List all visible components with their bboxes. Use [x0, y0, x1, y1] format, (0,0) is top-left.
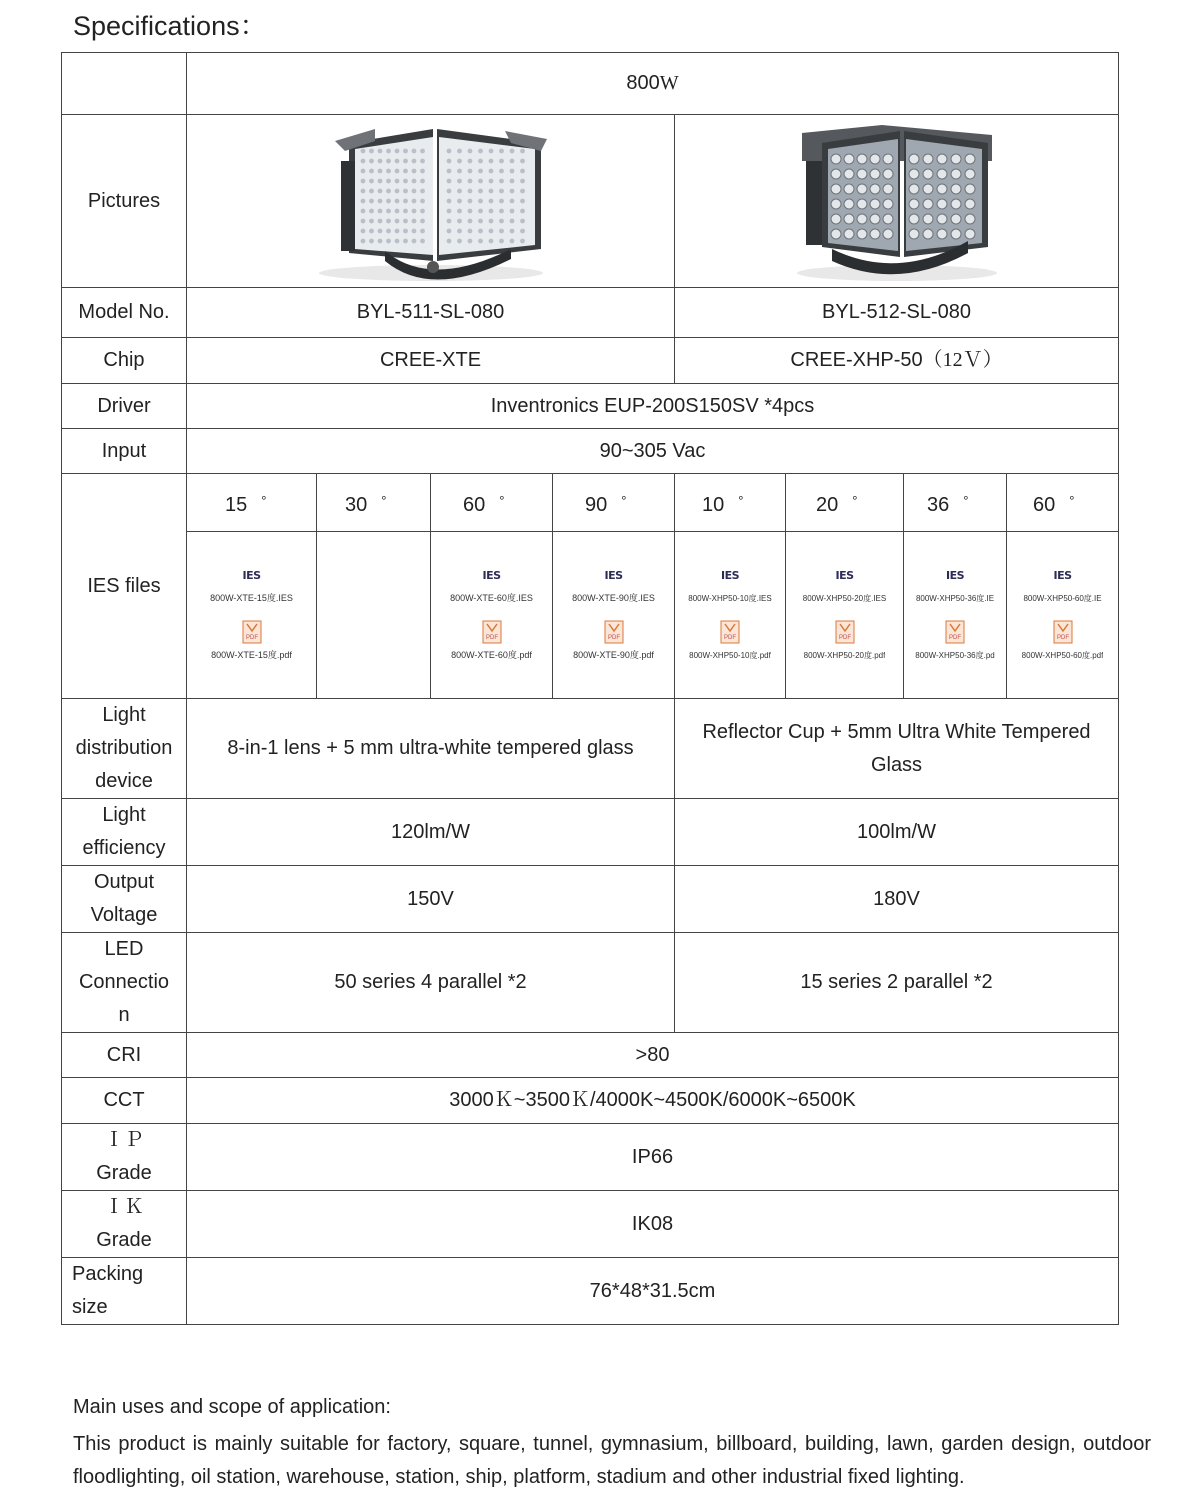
pdf-file-icon[interactable]: [1052, 620, 1074, 644]
ies-file-cell: [187, 532, 317, 699]
degree-cell: 36 °: [904, 474, 1007, 532]
label-pictures: Pictures: [62, 115, 187, 288]
pdf-file-icon[interactable]: [834, 620, 856, 644]
degree-cell: 20 °: [786, 474, 904, 532]
degree-cell: 15 °: [187, 474, 317, 532]
label-packing-size: Packing size: [62, 1258, 187, 1325]
svg-text:PDF: PDF: [1056, 635, 1069, 641]
label-ies: IES files: [62, 474, 187, 699]
ies-file-icon[interactable]: IES: [604, 569, 623, 582]
ies-file-link[interactable]: 800W-XHP50-36度.IE: [915, 594, 995, 603]
chip-a: CREE-XTE: [187, 338, 675, 384]
label-input: Input: [62, 429, 187, 474]
pdf-file-icon[interactable]: [944, 620, 966, 644]
ies-file-icon[interactable]: IES: [720, 569, 740, 582]
pdf-file-link[interactable]: 800W-XHP50-36度.pd: [915, 651, 995, 660]
pdf-file-link[interactable]: 800W-XHP50-10度.pdf: [689, 651, 771, 660]
led-connection-a: 50 series 4 parallel *2: [187, 933, 675, 1033]
pdf-file-link[interactable]: 800W-XTE-15度.pdf: [211, 650, 292, 660]
pdf-file-link[interactable]: 800W-XHP50-60度.pdf: [1021, 651, 1104, 660]
ies-file-icon[interactable]: IES: [945, 569, 965, 582]
label-ik-grade: ＩＫ Grade: [62, 1191, 187, 1258]
degree-cell: 60 °: [1007, 474, 1119, 532]
ies-file-link[interactable]: 800W-XTE-60度.IES: [450, 593, 533, 603]
pdf-file-icon[interactable]: [241, 620, 263, 644]
svg-text:PDF: PDF: [607, 635, 620, 641]
model-b: BYL-512-SL-080: [675, 288, 1119, 338]
power-cell: 800W: [187, 53, 1119, 115]
driver-value: Inventronics EUP-200S150SV *4pcs: [187, 384, 1119, 429]
ies-file-link[interactable]: 800W-XHP50-20度.IES: [802, 594, 887, 603]
label-light-distribution: Light distribution device: [62, 699, 187, 799]
ies-file-link[interactable]: 800W-XTE-15度.IES: [210, 593, 293, 603]
chip-b: CREE-XHP-50（12Ｖ）: [675, 338, 1119, 384]
light-dist-b: Reflector Cup + 5mm Ultra White Tempered Glass: [675, 699, 1119, 799]
label-cct: CCT: [62, 1078, 187, 1124]
spec-table: [61, 52, 1119, 1325]
pdf-file-link[interactable]: 800W-XTE-90度.pdf: [573, 650, 654, 660]
cri-value: >80: [187, 1033, 1119, 1078]
pdf-file-icon[interactable]: [481, 620, 503, 644]
ies-file-icon[interactable]: IES: [835, 569, 854, 582]
ies-file-link[interactable]: 800W-XHP50-60度.IE: [1023, 594, 1102, 603]
packing-value: 76*48*31.5cm: [187, 1258, 1119, 1325]
svg-text:PDF: PDF: [949, 635, 961, 641]
label-ip-grade: ＩＰ Grade: [62, 1124, 187, 1191]
page-title: Specifications：: [73, 11, 267, 41]
svg-text:PDF: PDF: [245, 635, 258, 641]
ik-value: IK08: [187, 1191, 1119, 1258]
pdf-file-link[interactable]: 800W-XTE-60度.pdf: [451, 650, 532, 660]
pdf-file-icon[interactable]: [719, 620, 741, 644]
label-driver: Driver: [62, 384, 187, 429]
uses-heading: Main uses and scope of application:: [73, 1396, 391, 1418]
degree-cell: 60 °: [431, 474, 553, 532]
ies-file-cell: [1007, 532, 1119, 699]
light-eff-a: 120lm/W: [187, 799, 675, 866]
degree-cell: 90 °: [553, 474, 675, 532]
picture-xte: [187, 115, 675, 288]
ies-file-icon[interactable]: IES: [1053, 569, 1072, 582]
label-chip: Chip: [62, 338, 187, 384]
picture-xhp: [675, 115, 1119, 288]
ies-file-icon[interactable]: IES: [242, 569, 261, 582]
pdf-file-icon[interactable]: [603, 620, 625, 644]
floodlight-xte-image: [315, 121, 547, 281]
ip-value: IP66: [187, 1124, 1119, 1191]
label-output-voltage: Output Voltage: [62, 866, 187, 933]
ies-file-cell: [904, 532, 1007, 699]
degree-cell: 10 °: [675, 474, 786, 532]
input-value: 90~305 Vac: [187, 429, 1119, 474]
label-model: Model No.: [62, 288, 187, 338]
svg-text:PDF: PDF: [838, 635, 851, 641]
model-a: BYL-511-SL-080: [187, 288, 675, 338]
label-led-connection: LED Connectio n: [62, 933, 187, 1033]
ies-file-cell: [786, 532, 904, 699]
light-dist-a: 8-in-1 lens + 5 mm ultra-white tempered glass: [187, 699, 675, 799]
label-light-efficiency: Light efficiency: [62, 799, 187, 866]
svg-text:PDF: PDF: [485, 635, 498, 641]
svg-text:PDF: PDF: [724, 635, 736, 641]
output-voltage-a: 150V: [187, 866, 675, 933]
light-eff-b: 100lm/W: [675, 799, 1119, 866]
ies-file-link[interactable]: 800W-XTE-90度.IES: [572, 593, 655, 603]
cct-value: 3000Ｋ~3500Ｋ/4000K~4500K/6000K~6500K: [187, 1078, 1119, 1124]
ies-file-icon[interactable]: IES: [482, 569, 501, 582]
pdf-file-link[interactable]: 800W-XHP50-20度.pdf: [803, 651, 886, 660]
uses-paragraph: This product is mainly suitable for factory, square, tunnel, gymnasium, billboard, building, lawn, garden design, outdoor floodlighting, oil station, warehouse, station, ship, platform, stadium and other industrial fixed lighting.: [73, 1433, 1151, 1488]
degree-cell: 30 °: [317, 474, 431, 532]
ies-file-cell: [553, 532, 675, 699]
ies-file-cell: [431, 532, 553, 699]
output-voltage-b: 180V: [675, 866, 1119, 933]
floodlight-xhp-image: [792, 121, 1002, 281]
led-connection-b: 15 series 2 parallel *2: [675, 933, 1119, 1033]
ies-file-cell: [675, 532, 786, 699]
ies-file-cell-empty: [317, 532, 431, 699]
label-cri: CRI: [62, 1033, 187, 1078]
ies-file-link[interactable]: 800W-XHP50-10度.IES: [688, 594, 772, 603]
